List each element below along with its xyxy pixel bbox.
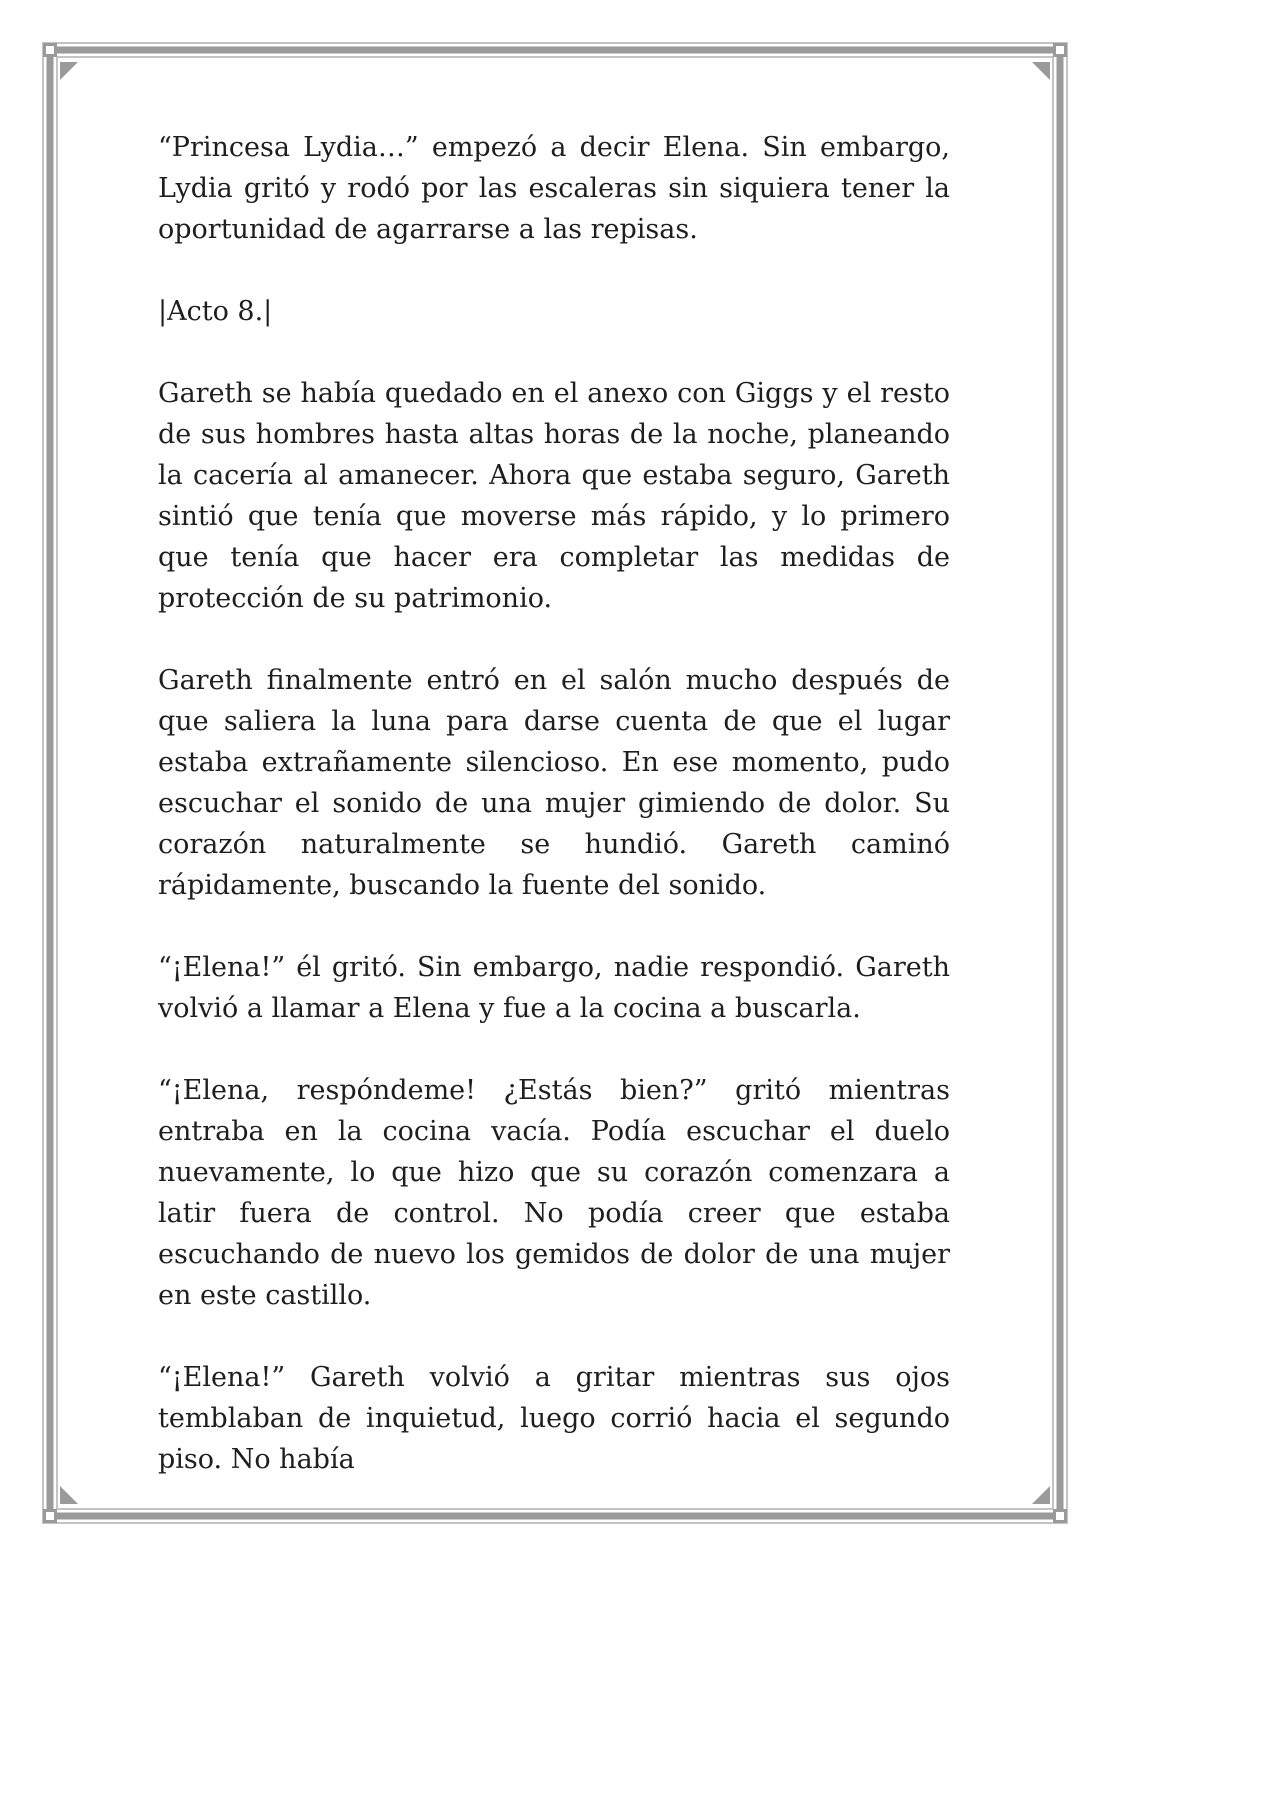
act-heading: |Acto 8.|: [158, 296, 273, 327]
paragraph-6: “¡Elena!” Gareth volvió a gritar mientras sus ojos temblaban de inquietud, luego corrió hacia el segundo piso. No había: [158, 1362, 950, 1475]
document-body: [158, 127, 950, 1480]
paragraph-3: Gareth finalmente entró en el salón mucho después de que saliera la luna para darse cuenta de que el lugar estaba extrañamente silencioso. En ese momento, pudo escuchar el sonido de una mujer gimiendo de dolor. Su corazón naturalmente se hundió. Gareth caminó rápidamente, buscando la fuente del sonido.: [158, 665, 950, 901]
paragraph-1: “Princesa Lydia…” empezó a decir Elena. Sin embargo, Lydia gritó y rodó por las escaleras sin siquiera tener la oportunidad de agarrarse a las repisas.: [158, 132, 950, 245]
paragraph-5: “¡Elena, respóndeme! ¿Estás bien?” gritó mientras entraba en la cocina vacía. Podía escuchar el duelo nuevamente, lo que hizo que su corazón comenzara a latir fuera de control. No podía creer que estaba escuchando de nuevo los gemidos de dolor de una mujer en este castillo.: [158, 1075, 950, 1311]
paragraph-4: “¡Elena!” él gritó. Sin embargo, nadie respondió. Gareth volvió a llamar a Elena y fue a la cocina a buscarla.: [158, 952, 950, 1024]
paragraph-2: Gareth se había quedado en el anexo con Giggs y el resto de sus hombres hasta altas horas de la noche, planeando la cacería al amanecer. Ahora que estaba seguro, Gareth sintió que tenía que moverse más rápido, y lo primero que tenía que hacer era completar las medidas de protección de su patrimonio.: [158, 378, 950, 614]
